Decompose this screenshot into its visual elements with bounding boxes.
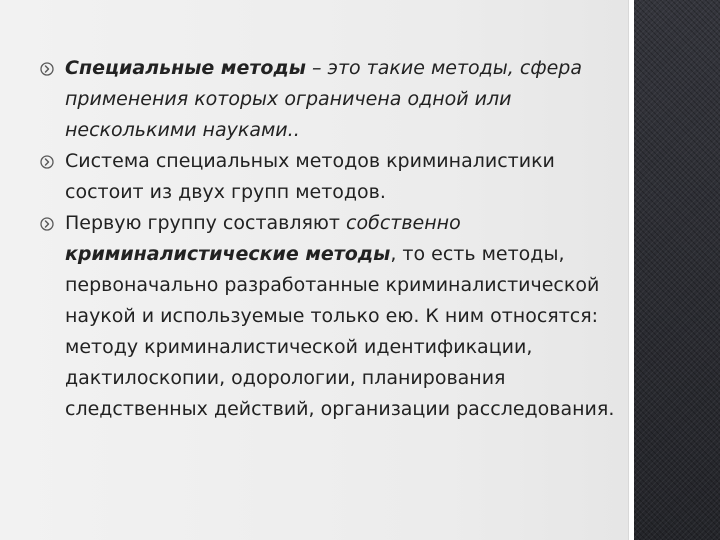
circled-chevron-right-icon xyxy=(40,62,54,76)
circled-chevron-right-icon xyxy=(40,155,54,169)
term-forensic-methods: криминалистические методы xyxy=(65,243,391,265)
bullet-item-first-group xyxy=(40,208,620,425)
first-group-intro: Первую группу составляют xyxy=(65,212,347,234)
term-special-methods: Специальные методы xyxy=(65,57,306,79)
bullet-item-special-methods xyxy=(40,53,620,146)
first-group-description: , то есть методы, первоначально разработанные криминалистической наукой и используемые только ею. К ним относятся: методу криминалистической идентификации, дактилоскопии, одорологии, планирования следственных действий, организации расследования. xyxy=(65,243,615,420)
bullet-list xyxy=(40,53,620,425)
circled-chevron-right-icon xyxy=(40,217,54,231)
decorative-side-panel xyxy=(634,0,720,540)
bullet-item-system-of-methods xyxy=(40,146,620,208)
definition-special-methods: – это такие методы, сфера применения которых ограничена одной или несколькими науками.. xyxy=(65,57,582,141)
system-of-methods-text: Система специальных методов криминалистики состоит из двух групп методов. xyxy=(65,150,555,203)
first-group-proper: собственно xyxy=(346,212,461,234)
